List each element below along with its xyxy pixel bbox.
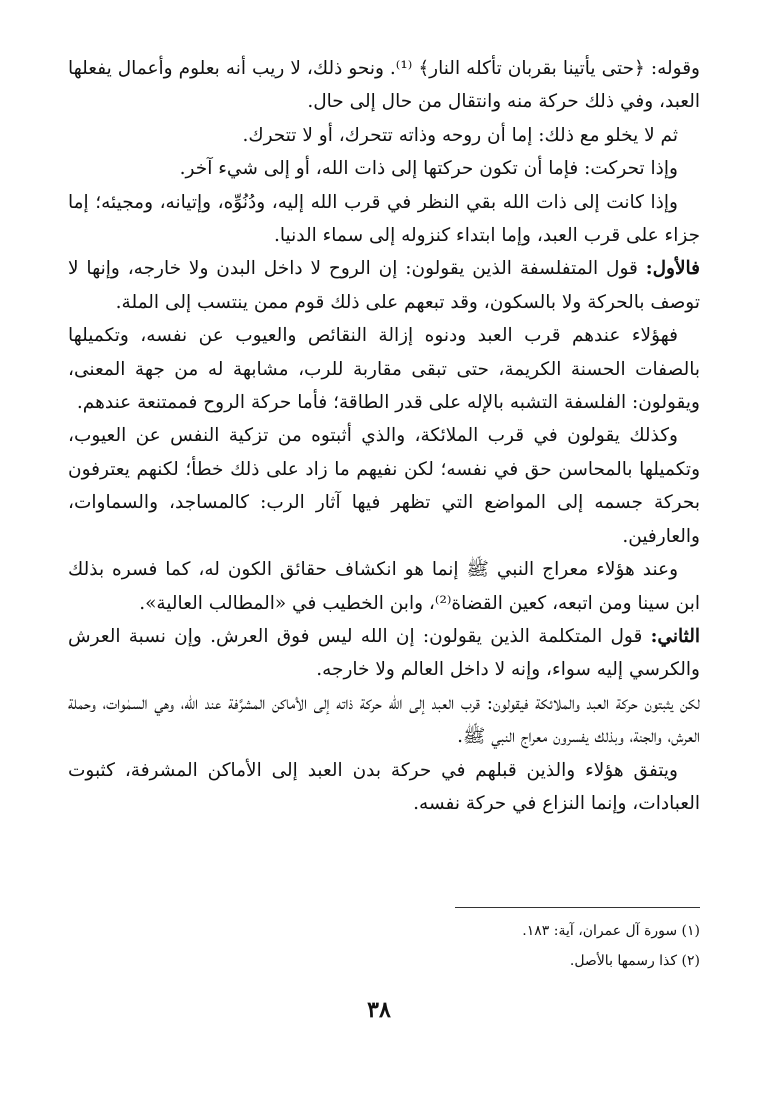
paragraph-1-text: وقوله: ﴿حتى يأتينا بقربان تأكله النار﴾ ⁽¹⁾. ونحو ذلك، لا ريب أنه بعلوم وأعمال يفعلها العبد، وفي ذلك حركة منه وانتقال من حال إلى حال. [68,58,700,113]
paragraph-8-text: وعند هؤلاء معراج النبي ﷺ إنما هو انكشاف حقائق الكون له، كما فسره بذلك ابن سينا ومن اتبعه، كعين القضاة⁽²⁾، وابن الخطيب في «المطالب العالية». [68,559,700,614]
paragraph-4-text: وإذا كانت إلى ذات الله بقي النظر في قرب الله إليه، ودُنُوِّه، وإتيانه، ومجيئه؛ إما جزاء على قرب العبد، وإما ابتداء كنزوله إلى سماء الدنيا. [68,191,700,247]
paragraph-6-text: فهؤلاء عندهم قرب العبد ودنوه إزالة النقائص والعيوب عن نفسه، وتكميلها بالصفات الحسنة الكريمة، حتى تبقى مقاربة للرب، مشابهة له من جهة المعنى، ويقولون: الفلسفة التشبه بالإله على قدر الطاقة؛ فأما حركة الروح فممتنعة عندهم. [68,325,700,414]
page-number: ٣٨ [367,997,391,1023]
paragraph-1 [68,52,700,119]
footnote-1-text: سورة آل عمران، آية: ١٨٣. [522,923,678,939]
footnote-2-text: كذا رسمها بالأصل. [569,953,678,969]
paragraph-5-text: قول المتفلسفة الذين يقولون: إن الروح لا داخل البدن ولا خارجه، وإنها لا توصف بالحركة ولا بالسكون، وقد تبعهم على ذلك قوم ممن ينتسب إلى الملة. [68,258,700,313]
paragraph-10 [68,687,700,754]
footnote-2-marker: (٢) [681,953,700,969]
footnotes [120,916,700,976]
paragraph-4 [68,186,700,253]
paragraph-9-text: قول المتكلمة الذين يقولون: إن الله ليس فوق العرش. وإن نسبة العرش والكرسي إليه سواء، وإنه لا داخل العالم ولا خارجه. [68,625,700,681]
paragraph-11 [68,754,700,821]
paragraph-9 [68,620,700,687]
main-text [68,52,700,820]
paragraph-8 [68,553,700,620]
paragraph-3 [68,152,700,185]
footnote-1 [120,916,700,946]
footnote-1-marker: (١) [681,923,700,939]
paragraph-7 [68,419,700,553]
paragraph-2 [68,119,700,152]
paragraph-9-lead: الثاني: [650,625,700,647]
footnote-2 [120,946,700,976]
paragraph-3-text: وإذا تحركت: فإما أن تكون حركتها إلى ذات الله، أو إلى شيء آخر. [179,158,678,180]
paragraph-2-text: ثم لا يخلو مع ذلك: إما أن روحه وذاته تتحرك، أو لا تتحرك. [242,124,678,146]
paragraph-5-lead: فالأول: [645,258,700,280]
paragraph-7-text: وكذلك يقولون في قرب الملائكة، والذي أثبتوه من تزكية النفس عن العيوب، وتكميلها بالمحاسن حق في نفسه؛ لكن نفيهم ما زاد على ذلك خطأ؛ لكنهم يعترفون بحركة جسمه إلى المواضع التي تظهر فيها آثار الرب: كالمساجد، والسماوات، والعارفين. [68,425,700,547]
paragraph-11-text: ويتفق هؤلاء والذين قبلهم في حركة بدن العبد إلى الأماكن المشرفة، كثبوت العبادات، وإنما النزاع في حركة نفسه. [68,759,700,814]
paragraph-6 [68,319,700,419]
footnote-divider [455,907,700,908]
paragraph-5 [68,252,700,319]
paragraph-10-text: لكن يثبتون حركة العبد والملائكة فيقولون: قرب العبد إلى الله حركة ذاته إلى الأماكن المشرَّفة عند الله، وهي السمٰوات، وحملة العرش، والجنة، وبذلك يفسرون معراج النبي ﷺ. [68,692,700,748]
